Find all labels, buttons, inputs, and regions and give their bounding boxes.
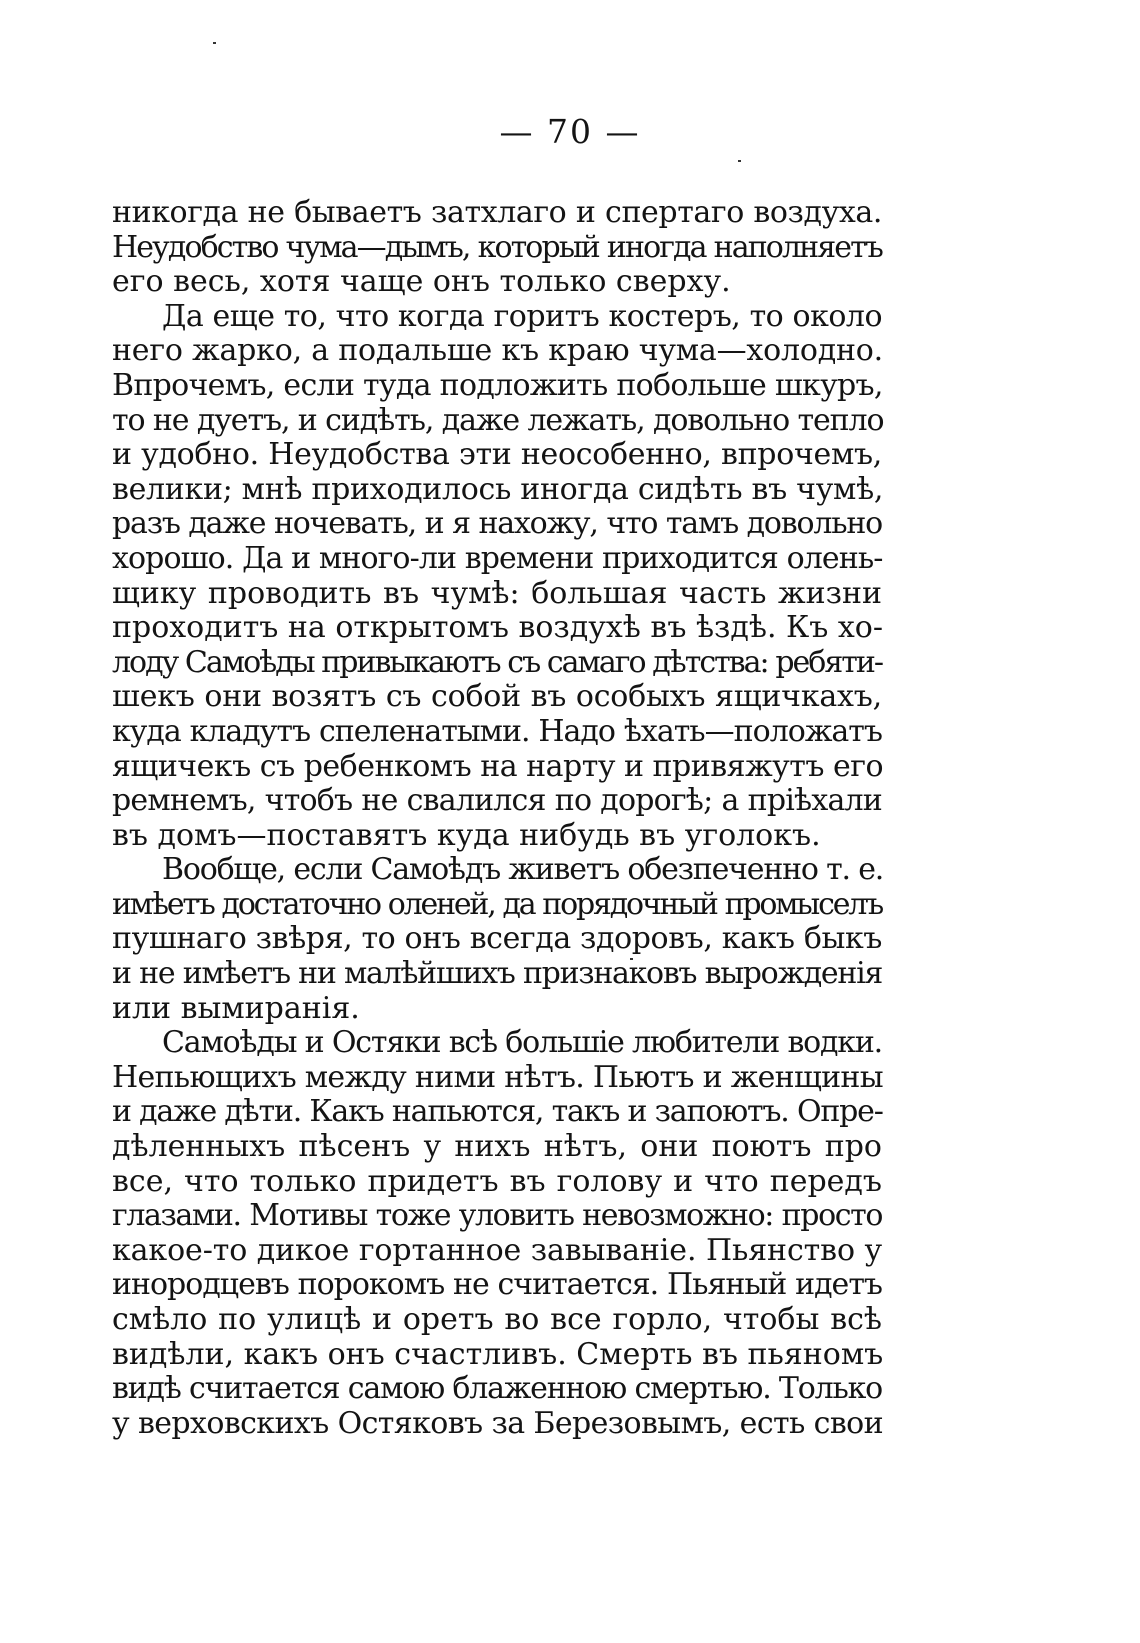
text-line: куда кладутъ спеленатыми. Надо ѣхать—положатъ <box>112 713 882 749</box>
page-number: — 70 — <box>499 112 641 151</box>
text-line: и удобно. Неудобства эти неособенно, впрочемъ, <box>112 437 882 473</box>
text-line: Впрочемъ, если туда подложить побольше шкуръ, <box>112 367 883 403</box>
text-line: и не имѣетъ ни малѣйшихъ признаковъ вырожденія <box>112 956 882 992</box>
text-line: Непьющихъ между ними нѣтъ. Пьютъ и женщины <box>112 1059 883 1095</box>
text-line: Неудобство чума—дымъ, который иногда наполняетъ <box>112 229 882 265</box>
text-line: лоду Самоѣды привыкаютъ съ самаго дѣтства: ребяти- <box>112 644 882 680</box>
text-line: дѣленныхъ пѣсенъ у нихъ нѣтъ, они поютъ про <box>112 1129 882 1165</box>
text-line: видѣ считается самою блаженною смертью. Только <box>112 1371 882 1407</box>
text-line: шекъ они возятъ съ собой въ особыхъ ящичкахъ, <box>112 679 882 715</box>
print-speck <box>738 160 741 162</box>
text-line: видѣли, какъ онъ счастливъ. Смерть въ пьяномъ <box>112 1336 884 1372</box>
print-speck <box>213 42 216 44</box>
text-line: имѣетъ достаточно оленей, да порядочный промыселъ <box>112 886 882 922</box>
text-line: какое-то дикое гортанное завываніе. Пьянство у <box>112 1232 882 1268</box>
text-line: смѣло по улицѣ и оретъ во все горло, чтобы всѣ <box>112 1302 882 1337</box>
text-line: или вымиранія. <box>112 990 360 1026</box>
text-line: ремнемъ, чтобъ не свалился по дорогѣ; а пріѣхали <box>112 783 882 819</box>
text-line: то не дуетъ, и сидѣть, даже лежать, довольно тепло <box>112 402 884 438</box>
text-line: и даже дѣти. Какъ напьются, такъ и запоютъ. Опре- <box>112 1094 883 1130</box>
text-line: него жарко, а подальше къ краю чума—холодно. <box>112 333 883 369</box>
text-line: его весь, хотя чаще онъ только сверху. <box>112 264 731 300</box>
text-line: велики; мнѣ приходилось иногда сидѣть въ чумѣ, <box>112 471 884 507</box>
text-line: щику проводить въ чумѣ: большая часть жизни <box>112 575 882 611</box>
body-text <box>112 196 882 1441</box>
text-line: въ домъ—поставятъ куда нибудь въ уголокъ. <box>112 817 821 853</box>
text-line: Вообще, если Самоѣдъ живетъ обезпеченно т. е. <box>162 852 884 888</box>
text-line: Да еще то, что когда горитъ костеръ, то около <box>162 298 882 334</box>
text-line: у верховскихъ Остяковъ за Березовымъ, есть свои <box>112 1405 884 1441</box>
text-line: хорошо. Да и много-ли времени приходится олень- <box>112 540 883 576</box>
text-line: инородцевъ порокомъ не считается. Пьяный идетъ <box>112 1267 882 1303</box>
text-line: ящичекъ съ ребенкомъ на нарту и привяжутъ его <box>112 748 884 784</box>
text-line: все, что только придетъ въ голову и что передъ <box>112 1163 882 1199</box>
text-line: глазами. Мотивы тоже уловить невозможно: просто <box>112 1198 882 1234</box>
text-line: Самоѣды и Остяки всѣ большіе любители водки. <box>162 1025 882 1061</box>
text-line: никогда не бываетъ затхлаго и спертаго воздуха. <box>112 195 882 230</box>
text-line: разъ даже ночевать, и я нахожу, что тамъ довольно <box>112 506 882 542</box>
text-line: проходитъ на открытомъ воздухѣ въ ѣздѣ. Къ хо- <box>112 610 883 646</box>
text-line: пушнаго звѣря, то онъ всегда здоровъ, какъ быкъ <box>112 921 882 957</box>
